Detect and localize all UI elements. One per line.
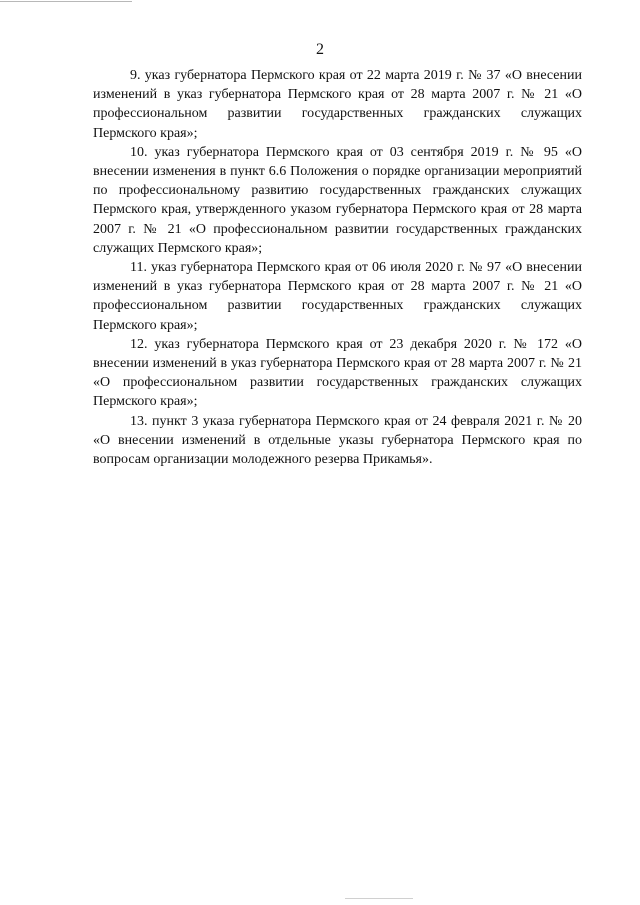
scan-edge-mark-top <box>0 1 132 2</box>
scan-edge-mark-bottom <box>345 898 413 899</box>
list-item-10: 10. указ губернатора Пермского края от 03 сентября 2019 г. № 95 «О внесении изменения в пункт 6.6 Положения о порядке организации мероприятий по профессиональному развитию государственных гражданских служащих Пермского края, утвержденного указом губернатора Пермского края от 28 марта 2007 г. № 21 «О профессиональном развитии государственных гражданских служащих Пермского края»; <box>93 144 582 256</box>
document-body <box>93 66 582 469</box>
page-number: 2 <box>316 41 324 58</box>
list-item-12: 12. указ губернатора Пермского края от 23 декабря 2020 г. № 172 «О внесении изменений в указ губернатора Пермского края от 28 марта 2007 г. № 21 «О профессиональном развитии государственных гражданских служащих Пермского края»; <box>93 336 582 410</box>
list-item-11: 11. указ губернатора Пермского края от 06 июля 2020 г. № 97 «О внесении изменений в указ губернатора Пермского края от 28 марта 2007 г. № 21 «О профессиональном развитии государственных гражданских служащих Пермского края»; <box>93 260 582 333</box>
list-item-9: 9. указ губернатора Пермского края от 22 марта 2019 г. № 37 «О внесении изменений в указ губернатора Пермского края от 28 марта 2007 г. № 21 «О профессиональном развитии государственных гражданских служащих Пермского края»; <box>93 68 582 141</box>
list-item-13: 13. пункт 3 указа губернатора Пермского края от 24 февраля 2021 г. № 20 «О внесении изменений в отдельные указы губернатора Пермского края по вопросам организации молодежного резерва Прикамья». <box>93 413 582 468</box>
